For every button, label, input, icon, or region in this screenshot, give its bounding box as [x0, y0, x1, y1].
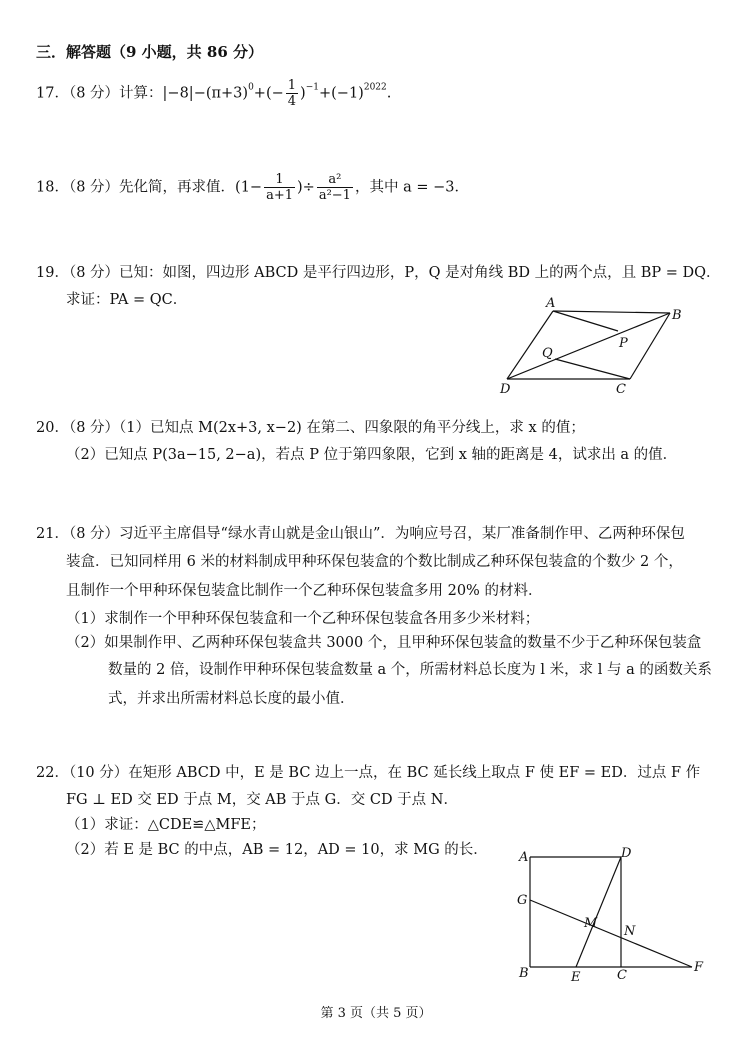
q22-line-2: FG ⊥ ED 交 ED 于点 M，交 AB 于点 G．交 CD 于点 N．: [66, 792, 458, 808]
q20-line-1: 20．（8 分）（1）已知点 M(2x+3, x−2) 在第二、四象限的角平分线上，求 x 的值；: [36, 420, 585, 436]
q21-line-5: （2）如果制作甲、乙两种环保包装盒共 3000 个，且甲种环保包装盒的数量不少于乙种环保包装盒: [66, 635, 702, 651]
q17-fraction: [286, 78, 298, 109]
q18-open: (1−: [235, 179, 263, 196]
q20-line-2: （2）已知点 P(3a−15, 2−a)，若点 P 位于第四象限，它到 x 轴的距离是 4，试求出 a 的值．: [66, 447, 678, 463]
q21-line-6: 数量的 2 倍，设制作甲种环保包装盒数量 a 个，所需材料总长度为 l 米，求 l 与 a 的函数关系: [108, 662, 712, 678]
q22-line-1: 22．（10 分）在矩形 ABCD 中，E 是 BC 边上一点，在 BC 延长线上取点 F 使 EF = ED．过点 F 作: [36, 765, 701, 781]
label-c: C: [617, 968, 627, 983]
q17-expr-b: +(−: [253, 85, 284, 102]
q18-mid: )÷: [297, 179, 315, 196]
q18-f2-num: a²: [317, 172, 353, 188]
q17-expr-d: +(−1): [319, 85, 364, 102]
segment-gf: [530, 900, 692, 967]
label-b: B: [519, 966, 529, 981]
q19-line-1: 19．（8 分）已知：如图，四边形 ABCD 是平行四边形，P，Q 是对角线 BD 上的两个点，且 BP = DQ．: [36, 265, 721, 281]
q21-line-3: 且制作一个甲种环保包装盒比制作一个乙种环保包装盒多用 20% 的材料．: [66, 583, 543, 599]
segment-bc: [630, 313, 670, 379]
label-n: N: [624, 924, 636, 939]
q18-f1-num: 1: [264, 172, 295, 188]
question-18: [36, 172, 469, 203]
label-g: G: [517, 893, 528, 908]
segment-qc: [555, 359, 630, 379]
q22-line-3: （1）求证：△CDE≌△MFE；: [66, 817, 266, 833]
label-m: M: [584, 916, 598, 931]
segment-da: [507, 311, 553, 379]
q22-line-4: （2）若 E 是 BC 的中点，AB = 12，AD = 10，求 MG 的长．: [66, 842, 488, 858]
q17-exp-m1: −1: [305, 82, 319, 93]
q17-exp-2022: 2022: [363, 82, 387, 93]
q22-rectangle-figure: [510, 845, 710, 985]
question-17: [36, 78, 391, 109]
q18-fraction-2: [317, 172, 353, 203]
label-a: A: [519, 850, 529, 865]
q17-expr-c: ): [300, 85, 306, 102]
label-p: P: [619, 336, 628, 351]
q17-exp-0: 0: [248, 82, 254, 93]
label-f: F: [694, 960, 704, 975]
label-e: E: [571, 970, 581, 985]
segment-ed: [576, 857, 621, 967]
q17-frac-num: 1: [287, 78, 297, 93]
q18-f1-den: a+1: [266, 188, 294, 203]
q18-fraction-1: [264, 172, 295, 203]
page-footer: 第 3 页（共 5 页）: [320, 1006, 432, 1021]
q19-line-2: 求证：PA = QC．: [66, 292, 188, 308]
q18-f2-den: a²−1: [318, 188, 351, 203]
segment-ab: [553, 311, 670, 313]
q17-label: 17．（8 分）计算：: [36, 85, 163, 102]
label-q: Q: [542, 346, 553, 361]
diagonal-bd: [507, 313, 670, 379]
q18-tail: ，其中 a = −3．: [354, 179, 469, 196]
label-c: C: [616, 382, 626, 395]
q18-label: 18．（8 分）先化简，再求值．: [36, 179, 236, 196]
label-b: B: [672, 308, 682, 323]
q17-expr-a: |−8|−(π+3): [162, 85, 249, 102]
q21-line-7: 式，并求出所需材料总长度的最小值．: [108, 691, 355, 707]
label-d: D: [500, 382, 511, 395]
q21-line-2: 装盒．已知同样用 6 米的材料制成甲种环保包装盒的个数比制成乙种环保包装盒的个数少 2 个，: [66, 554, 683, 570]
label-a: A: [546, 296, 556, 311]
q17-frac-den: 4: [287, 94, 297, 109]
segment-pa: [553, 311, 618, 331]
q21-line-4: （1）求制作一个甲种环保包装盒和一个乙种环保包装盒各用多少米材料；: [66, 611, 540, 627]
q17-end: .: [386, 85, 392, 102]
q19-parallelogram-figure: [490, 295, 690, 395]
label-d: D: [621, 846, 632, 861]
section-title: 三．解答题（9 小题，共 86 分）: [36, 43, 263, 61]
q21-line-1: 21．（8 分）习近平主席倡导“绿水青山就是金山银山”．为响应号召，某厂准备制作甲、乙两种环保包: [36, 526, 685, 542]
